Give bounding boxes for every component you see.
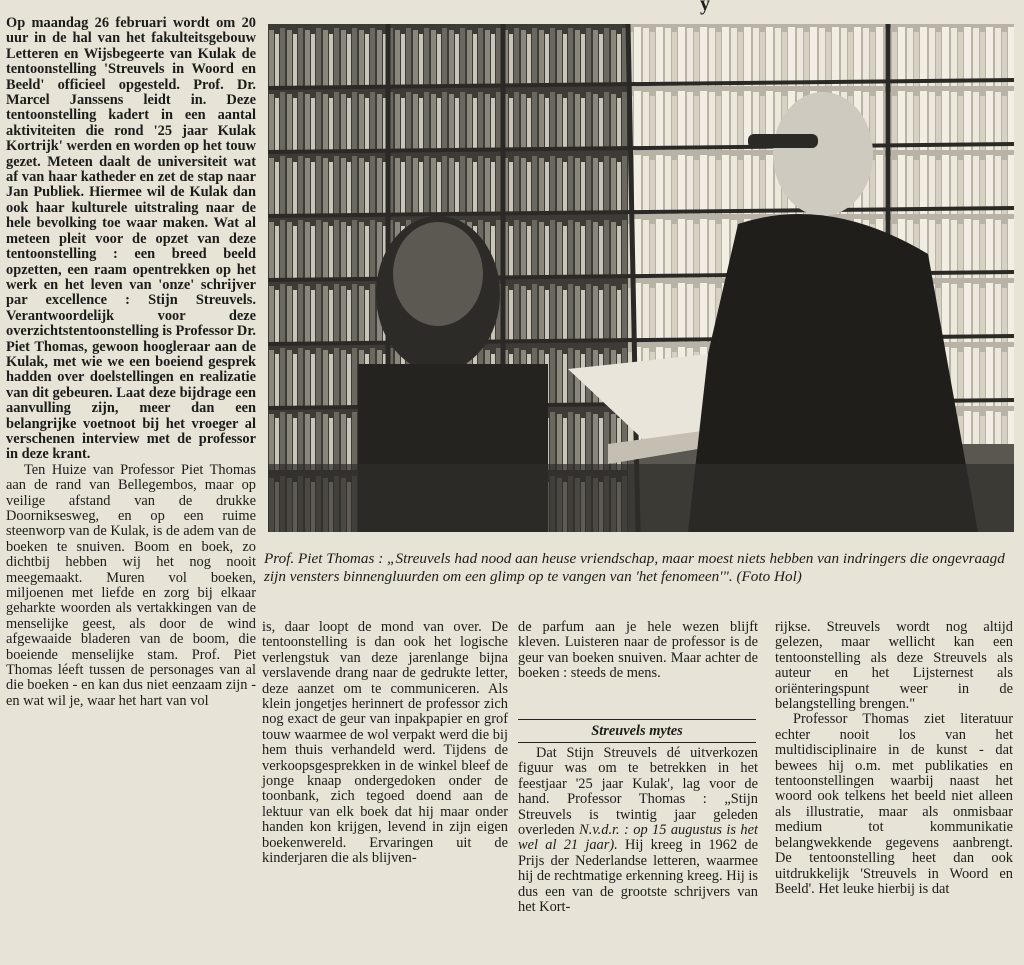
- headline-fragment: y: [700, 0, 710, 15]
- article-column-3-body: [518, 746, 758, 965]
- article-paragraph: is, daar loopt de mond van over. De tentoonstelling is dan ook het logische verlengstuk van deze jarenlange bijna verslavende drang naar de gedrukte letter, deze aanzet om te communiceren. Als klein jongetjes herinnert de professor zich nog exact de geur van inpakpapier en grof touw waarmee de wol verpakt werd die bij hem thuis verhandeld werd. Tijdens de verkoopsgesprekken in de winkel bleef de jonge knaap ondergedoken onder de toonbank, zich tegoed doend aan de lektuur van elk boek dat hij maar onder handen kon krijgen, levend in zijn eigen boekenwereld. Ervaringen uit de kinderjaren die als blijven-: [262, 619, 508, 867]
- article-paragraph: Professor Thomas ziet literatuur echter nooit los van het multidisciplinaire in de kunst - dat bewees hij o.m. met publikaties en tentoonstellingen waarbij naast het woord ook telkens het beeld niet alleen als illustratie, maar als onmisbaar medium tot kommunikatie belangwekkende gegevens aanbrengt. De tentoonstelling heet dan ook uitdrukkelijk 'Streuvels in Woord en Beeld'. Het leuke hierbij is dat: [775, 711, 1013, 897]
- article-paragraph: de parfum aan je hele wezen blijft kleven. Luisteren naar de professor is de geur van boeken snuiven. Maar achter de boeken : steeds de mens.: [518, 619, 758, 682]
- article-column-4: [775, 620, 1013, 965]
- article-intro: Op maandag 26 februari wordt om 20 uur in de hal van het fakulteitsgebouw Letteren en Wijsbegeerte van Kulak de tentoonstelling 'Streuvels in Woord en Beeld' officieel opgesteld. Prof. Dr. Marcel Janssens leidt in. Deze tentoonstelling kadert in een aantal aktiviteiten die rond '25 jaar Kulak Kortrijk' werden en worden op het touw gezet. Meteen daalt de universiteit wat af van haar katheder en zet de stap naar Jan Publiek. Hiermee wil de Kulak dan ook haar kulturele uitstraling naar de hele bevolking toe waar maken. Wat al meteen pleit voor de opzet van deze tentoonstelling : een breed beeld opzetten, een raam opentrekken op het werk en het leven van 'onze' schrijver par excellence : Stijn Streuvels. Verantwoordelijk voor deze overzichtstentoonstelling is Professor Dr. Piet Thomas, gewoon hoogleraar aan de Kulak, met wie we een boeiend gesprek hadden over doelstellingen en realizatie van dit gebeuren. Laat deze bijdrage een aanvulling zijn, meer dan een belangrijke voetnoot bij het vroeger al verschenen interview met de professor in deze krant.: [6, 15, 256, 463]
- article-column-2: [262, 620, 508, 965]
- body-text-b: Hij kreeg in 1962 de Prijs der Nederlandse letteren, waarmee hij de rechtmatige erkenning kreeg. Hij is dus een van de grootste schrijvers van het Kort-: [518, 837, 758, 916]
- article-column-1: [6, 16, 256, 965]
- photo-caption: Prof. Piet Thomas : „Streuvels had nood aan heuse vriendschap, maar moest niets hebben van indringers die ongevraagd zijn vensters binnengluurden om een glimp op te vangen van 'het fenomeen'". (Foto Hol): [264, 550, 1005, 585]
- section-subheading: Streuvels mytes: [518, 719, 756, 743]
- article-column-3-top: [518, 620, 758, 718]
- photo-illustration: [268, 24, 1014, 532]
- article-paragraph: [518, 746, 758, 915]
- editor-note: N.v.d.r. : op 15 augustus is het wel al 21 jaar).: [518, 822, 758, 854]
- article-paragraph: Ten Huize van Professor Piet Thomas aan de rand van Bellegembos, maar op veilige afstand van de drukke Doorniksesweg, en op een ruime steenworp van de Kulak, is de adem van de boeken te snuiven. Boom en boek, zo dichtbij hebben wij het nog nooit meegemaakt. Muren vol boeken, miljoenen met liefde en zorg bij elkaar geharkte woorden als vertakkingen van de menselijke geest, als door de wind afgewaaide bladeren van de boom, die boeiende menselijke stam. Prof. Piet Thomas léeft tussen de personages van al die boeken - en kan dus niet eenzaam zijn - en wat wil je, waar het hart van vol: [6, 461, 256, 709]
- article-paragraph: rijkse. Streuvels wordt nog altijd gelezen, maar wellicht kan een tentoonstelling als deze Streuvels als auteur en het Lijsternest als oriënteringspunt weer in de belangstelling brengen.": [775, 619, 1013, 713]
- body-text-a: Dat Stijn Streuvels dé uitverkozen figuur was om te betrekken in het feestjaar '25 jaar Kulak', lag voor de hand. Professor Thomas : „Stijn Streuvels is twintig jaar geleden overleden: [518, 745, 758, 839]
- article-photo: [268, 24, 1014, 532]
